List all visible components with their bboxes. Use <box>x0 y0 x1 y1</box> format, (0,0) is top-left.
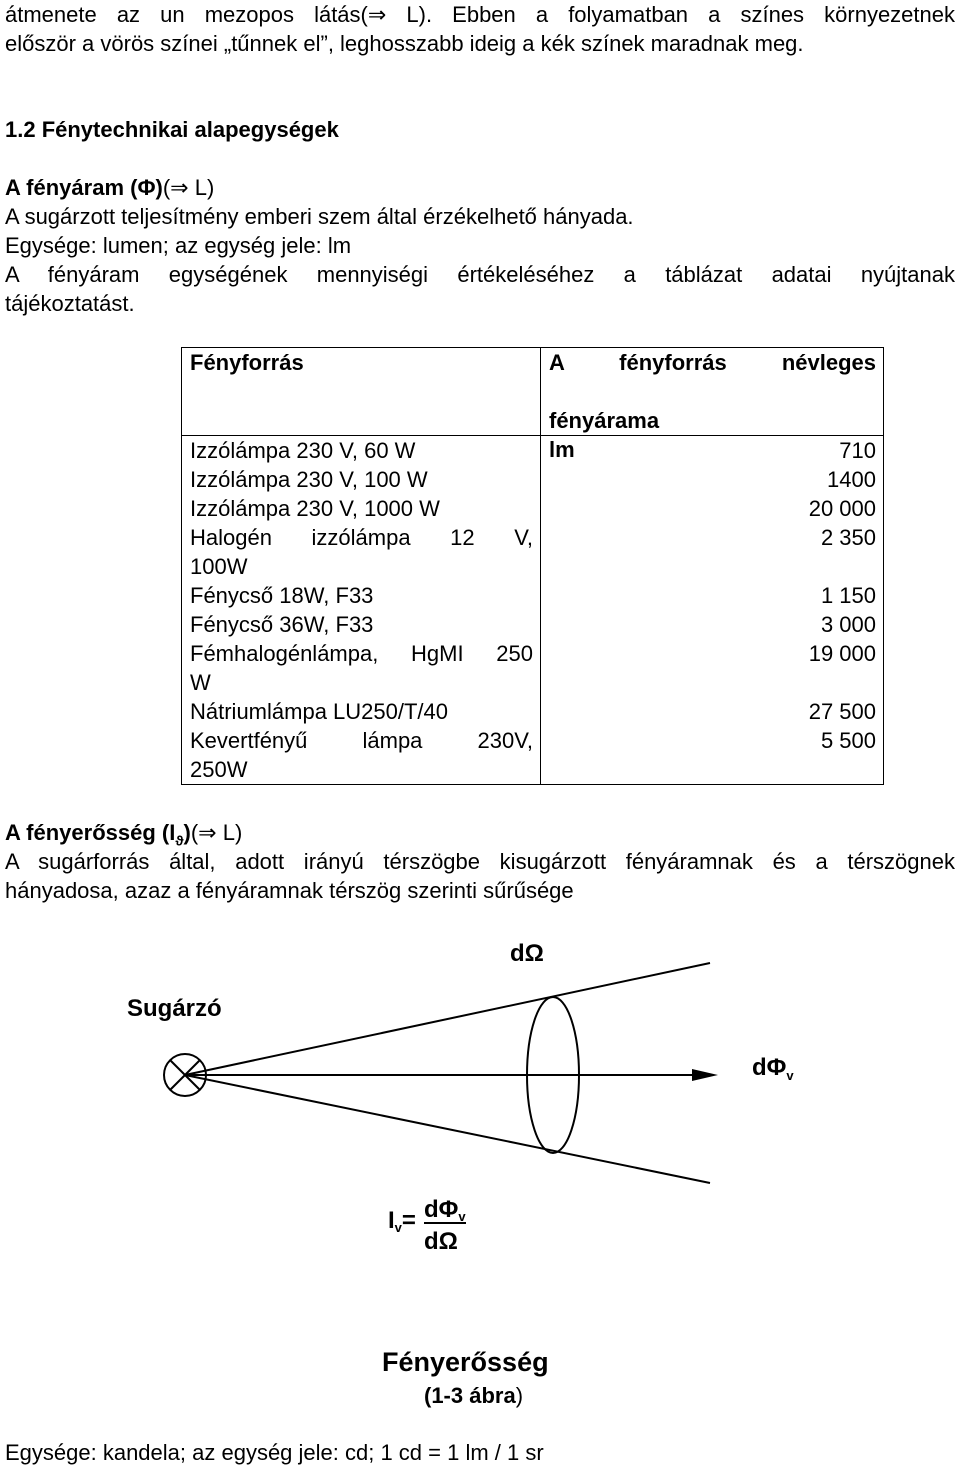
section-heading: 1.2 Fénytechnikai alapegységek <box>5 117 339 142</box>
figure-caption-text: (1-3 ábra <box>424 1383 516 1408</box>
spacer <box>549 552 876 581</box>
source-label: Sugárzó <box>127 995 222 1022</box>
formula-denominator: dΩ <box>424 1228 458 1255</box>
fenyaram-unit: Egysége: lumen; az egység jele: lm <box>5 233 352 258</box>
table-header-row <box>182 348 884 436</box>
header-flux-line-2: fényárama <box>549 408 660 433</box>
flux-value: 2 350 <box>820 525 876 550</box>
list-item: Fémhalogénlámpa, HgMI 250 <box>190 641 533 666</box>
flux-value: 20 000 <box>808 496 876 521</box>
list-item: Fénycső 36W, F33 <box>190 612 374 637</box>
source-column <box>182 436 541 785</box>
luminous-intensity-formula <box>388 1196 466 1255</box>
flux-column <box>541 436 884 785</box>
fenyerosseg-heading-close: ) <box>183 820 191 845</box>
intro-line-2: először a vörös színei „tűnnek el”, leghosszabb ideig a kék színek maradnak meg. <box>5 31 804 56</box>
figure-caption <box>424 1381 523 1410</box>
fenyaram-definition: A sugárzott teljesítmény emberi szem által érzékelhető hányada. <box>5 204 634 229</box>
fenyerosseg-definition-1: A sugárforrás által, adott irányú térszögbe kisugárzott fényáramnak és a térszögnek <box>5 849 955 874</box>
light-source-table <box>181 347 884 785</box>
table-intro-line-1: A fényáram egységének mennyiségi értékeléséhez a táblázat adatai nyújtanak <box>5 262 955 287</box>
figure-caption-close: ) <box>515 1383 524 1408</box>
flux-value: 1 150 <box>820 583 876 608</box>
fenyerosseg-definition-2: hányadosa, azaz a fényáramnak térszög szerinti sűrűsége <box>5 878 574 903</box>
list-item: Izzólámpa 230 V, 60 W <box>190 438 416 463</box>
fenyerosseg-reference: (⇒ L) <box>190 820 243 845</box>
intro-line-1: átmenete az un mezopos látás(⇒ L). Ebben a folyamatban a színes környezetnek <box>5 2 955 27</box>
list-item: Kevertfényű lámpa 230V, <box>190 728 533 753</box>
fenyaram-reference: (⇒ L) <box>162 175 215 200</box>
flux-label: $d\Phi_v$ <box>752 1054 794 1083</box>
header-source-cell <box>182 348 541 436</box>
list-item-continued: 100W <box>190 554 248 579</box>
fenyerosseg-heading-sub: ϑ <box>175 832 184 849</box>
fenyaram-heading: A fényáram (Φ) <box>5 175 163 200</box>
list-item: Fénycső 18W, F33 <box>190 583 374 608</box>
cone-upper-edge <box>185 963 710 1075</box>
flux-value: 1400 <box>827 467 876 492</box>
header-source: Fényforrás <box>190 350 304 375</box>
figure-title: Fényerősség <box>382 1347 549 1377</box>
flux-value: 3 000 <box>820 612 876 637</box>
luminous-intensity-figure <box>0 920 960 1400</box>
spacer <box>549 668 876 697</box>
solid-angle-label: dΩ <box>510 940 544 967</box>
list-item-continued: W <box>190 670 211 695</box>
spacer <box>549 755 876 784</box>
flux-value: 19 000 <box>808 641 876 666</box>
fenyerosseg-heading-text: A fényerősség (I <box>5 820 176 845</box>
fenyaram-heading-row <box>5 173 214 202</box>
header-flux-line-1: A fényforrás névleges <box>549 350 876 375</box>
table-body-row <box>182 436 884 785</box>
flux-value: 710 <box>839 438 876 463</box>
list-item: Izzólámpa 230 V, 1000 W <box>190 496 440 521</box>
formula-lhs: Iv= <box>388 1207 416 1235</box>
kandela-unit: Egysége: kandela; az egység jele: cd; 1 cd = 1 lm / 1 sr <box>5 1440 544 1465</box>
list-item: Nátriumlámpa LU250/T/40 <box>190 699 449 724</box>
flux-value: 5 500 <box>820 728 876 753</box>
flux-value: 27 500 <box>808 699 876 724</box>
header-flux-line-3: lm <box>549 437 575 462</box>
list-item: Izzólámpa 230 V, 100 W <box>190 467 428 492</box>
axis-arrow-head <box>692 1069 718 1081</box>
fenyerosseg-heading <box>5 820 191 849</box>
list-item-continued: 250W <box>190 757 248 782</box>
table-intro-line-2: tájékoztatást. <box>5 291 135 316</box>
list-item: Halogén izzólámpa 12 V, <box>190 525 533 550</box>
cone-lower-edge <box>185 1075 710 1183</box>
formula-numerator: dΦv <box>424 1196 466 1224</box>
